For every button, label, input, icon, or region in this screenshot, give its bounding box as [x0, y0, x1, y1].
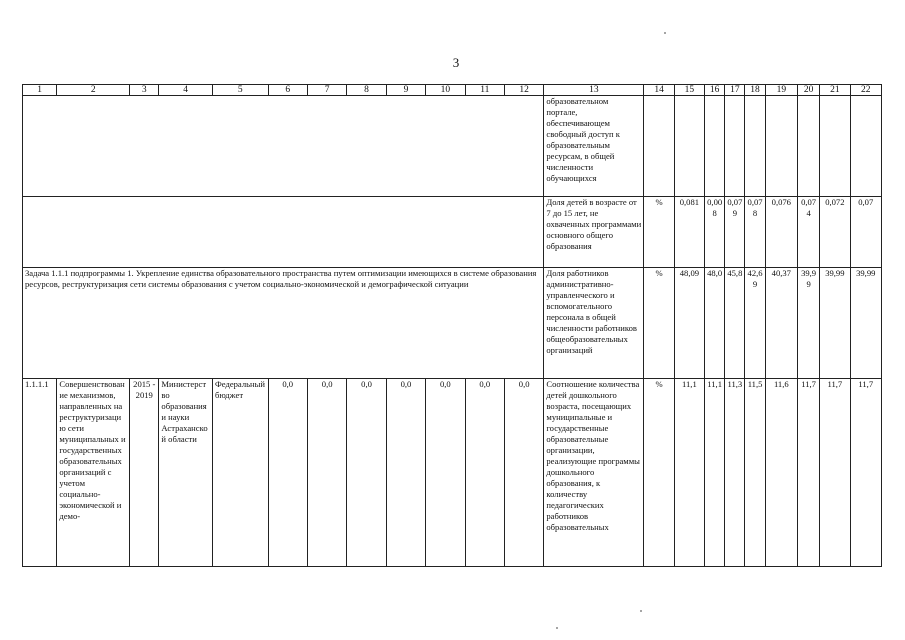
indicator-cell: образовательном портале, обеспечивающем свободный доступ к образовательным ресурсам, в общей численности обучающихся: [544, 96, 644, 197]
value-cell: 0,076: [765, 197, 797, 268]
source-cell: Федеральный бюджет: [212, 379, 268, 567]
finance-cell: 0,0: [268, 379, 307, 567]
column-header: 18: [745, 85, 765, 96]
column-header: 22: [850, 85, 881, 96]
column-header: 8: [347, 85, 386, 96]
value-cell: 11,7: [820, 379, 850, 567]
value-cell: 0,074: [797, 197, 819, 268]
column-header: 4: [159, 85, 213, 96]
unit-cell: %: [644, 197, 674, 268]
data-table: [22, 84, 882, 567]
column-header: 17: [725, 85, 745, 96]
value-cell: 40,37: [765, 268, 797, 379]
value-cell: 39,99: [797, 268, 819, 379]
column-header: 15: [674, 85, 704, 96]
value-cell: 11,6: [765, 379, 797, 567]
column-header: 10: [426, 85, 465, 96]
empty-merged-cell: [23, 96, 544, 197]
indicator-cell: Соотношение количества детей дошкольного возраста, посещающих муниципальные и государственные образовательные организации, реализующие программы дошкольного образования, к количеству педагогических работников образовательных: [544, 379, 644, 567]
column-header: 5: [212, 85, 268, 96]
column-header: 16: [705, 85, 725, 96]
value-cell: 11,1: [705, 379, 725, 567]
finance-cell: 0,0: [307, 379, 346, 567]
measure-cell: Совершенствование механизмов, направленных на реструктуризацию сети муниципальных и государственных образовательных организаций с учетом социально-экономической и демо-: [57, 379, 130, 567]
value-cell: 39,99: [850, 268, 881, 379]
empty-merged-cell: [23, 197, 544, 268]
column-header: 11: [465, 85, 504, 96]
value-cell: 0,07: [850, 197, 881, 268]
indicator-cell: Доля работников административно-управленческого и вспомогательного персонала в общей численности работников общеобразовательных организаций: [544, 268, 644, 379]
value-cell: 42,69: [745, 268, 765, 379]
value-cell: 0,008: [705, 197, 725, 268]
value-cell: 11,7: [850, 379, 881, 567]
value-cell: 11,7: [797, 379, 819, 567]
page-number: 3: [452, 55, 460, 70]
column-header: 6: [268, 85, 307, 96]
finance-cell: 0,0: [386, 379, 425, 567]
task-cell: Задача 1.1.1 подпрограммы 1. Укрепление единства образовательного пространства путем оптимизации имеющихся в системе образования ресурсов, реструктуризация сети системы образования с учетом социально-экономической и демографической ситуации: [23, 268, 544, 379]
table-row: [23, 379, 882, 567]
value-cell: 39,99: [820, 268, 850, 379]
value-cell: 11,3: [725, 379, 745, 567]
scan-speck: [640, 610, 642, 612]
value-cell: 0,081: [674, 197, 704, 268]
table-row: [23, 197, 882, 268]
column-header: 13: [544, 85, 644, 96]
scan-speck: [556, 627, 558, 629]
unit-cell: [644, 96, 674, 197]
column-header: 19: [765, 85, 797, 96]
unit-cell: %: [644, 379, 674, 567]
value-cell: 11,1: [674, 379, 704, 567]
value-cell: 48,0: [705, 268, 725, 379]
code-cell: 1.1.1.1: [23, 379, 57, 567]
column-header: 20: [797, 85, 819, 96]
column-header: 3: [130, 85, 159, 96]
value-cell: 48,09: [674, 268, 704, 379]
column-header: 21: [820, 85, 850, 96]
column-header: 2: [57, 85, 130, 96]
value-cell: 45,8: [725, 268, 745, 379]
column-header: 7: [307, 85, 346, 96]
column-header: 9: [386, 85, 425, 96]
value-cell: 0,079: [725, 197, 745, 268]
column-header: 14: [644, 85, 674, 96]
finance-cell: 0,0: [465, 379, 504, 567]
column-header: 12: [504, 85, 543, 96]
finance-cell: 0,0: [347, 379, 386, 567]
value-cell: 0,072: [820, 197, 850, 268]
executor-cell: Министерство образования и науки Астраханской области: [159, 379, 213, 567]
unit-cell: %: [644, 268, 674, 379]
scan-speck: [664, 32, 666, 34]
finance-cell: 0,0: [426, 379, 465, 567]
column-header: 1: [23, 85, 57, 96]
finance-cell: 0,0: [504, 379, 543, 567]
table-row: [23, 96, 882, 197]
indicator-cell: Доля детей в возрасте от 7 до 15 лет, не охваченных программами основного общего образования: [544, 197, 644, 268]
value-cell: 11,5: [745, 379, 765, 567]
table-row: [23, 268, 882, 379]
period-cell: 2015 - 2019: [130, 379, 159, 567]
value-cell: 0,078: [745, 197, 765, 268]
header-row: [23, 85, 882, 96]
